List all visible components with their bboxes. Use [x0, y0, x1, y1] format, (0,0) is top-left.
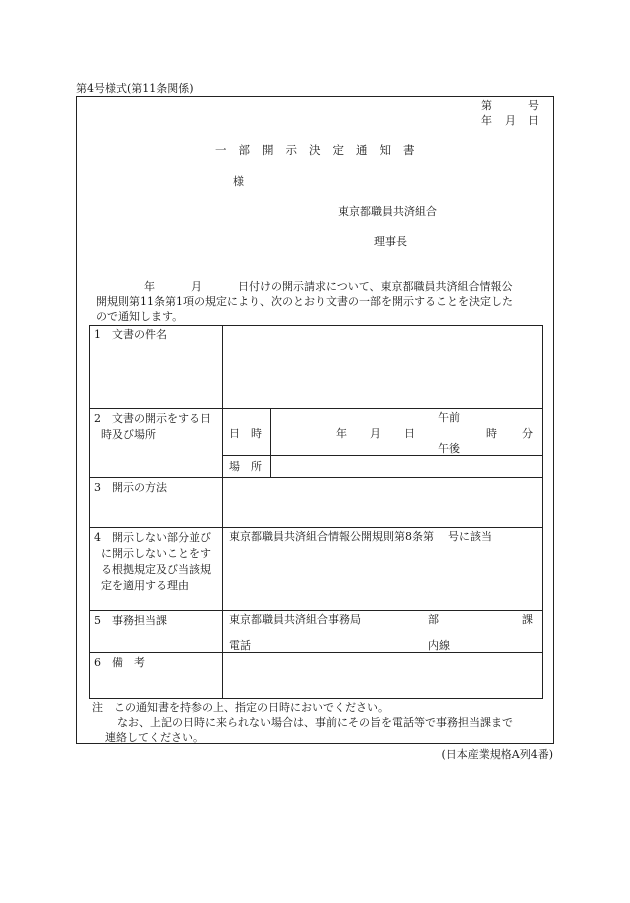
table-bottom-border — [89, 698, 543, 699]
datetime-sub-divider — [270, 408, 271, 477]
table-right-border — [542, 325, 543, 698]
datetime-minute: 分 — [522, 427, 533, 440]
title-char: 知 — [379, 143, 391, 157]
table-left-border — [89, 325, 90, 698]
date-month: 月 — [505, 114, 516, 127]
office-bu: 部 — [428, 613, 439, 626]
addressee-suffix: 様 — [233, 175, 244, 188]
row-separator — [89, 408, 543, 409]
row2-label-line1: 2 文書の開示をする日 — [94, 412, 211, 425]
datetime-label: 日 時 — [229, 427, 262, 440]
row-separator — [89, 610, 543, 611]
ext-label: 内線 — [428, 639, 450, 652]
note-line2: なお、上記の日時に来られない場合は、事前にその旨を電話等で事務担当課まで — [117, 716, 513, 729]
title-char: 通 — [356, 143, 368, 157]
row-separator — [89, 477, 543, 478]
title-char: 書 — [403, 143, 415, 157]
date-year: 年 — [481, 114, 492, 127]
row1-label: 1 文書の件名 — [94, 328, 167, 341]
row2-label-line2: 時及び場所 — [101, 428, 156, 441]
title-char: 部 — [238, 143, 250, 157]
intro-month: 月 — [191, 280, 202, 293]
number-dai: 第 — [481, 99, 492, 112]
intro-line3: ので通知します。 — [96, 310, 184, 323]
row3-label: 3 開示の方法 — [94, 481, 167, 494]
pm-label: 午後 — [438, 442, 460, 455]
document-title — [215, 145, 427, 157]
datetime-month: 月 — [370, 427, 381, 440]
form-label: 第4号様式(第11条関係) — [76, 82, 194, 95]
row4-label-line2: に開示しないことをす — [101, 547, 211, 560]
row4-label-line4: 定を適用する理由 — [101, 579, 189, 592]
am-label: 午前 — [438, 411, 460, 424]
title-char: 決 — [309, 143, 321, 157]
number-go: 号 — [528, 99, 539, 112]
row4-label-line3: る根拠規定及び当該規 — [101, 563, 211, 576]
note-line3: 連絡してください。 — [105, 731, 204, 744]
label-column-divider — [222, 325, 223, 698]
title-char: 定 — [332, 143, 344, 157]
row4-label-line1: 4 開示しない部分並び — [94, 531, 211, 544]
intro-line1: 日付けの開示請求について、東京都職員共済組合情報公 — [238, 280, 513, 293]
datetime-hour: 時 — [486, 427, 497, 440]
datetime-year: 年 — [336, 427, 347, 440]
office-name: 東京都職員共済組合事務局 — [229, 613, 361, 626]
row-separator — [89, 652, 543, 653]
place-label: 場 所 — [229, 460, 262, 473]
row-separator — [89, 527, 543, 528]
row4-value-end: 号に該当 — [448, 530, 492, 543]
row4-value-start: 東京都職員共済組合情報公開規則第8条第 — [229, 530, 434, 543]
issuer-role: 理事長 — [374, 235, 407, 248]
date-day: 日 — [528, 114, 539, 127]
datetime-day: 日 — [404, 427, 415, 440]
title-char: 示 — [285, 143, 297, 157]
title-char: 開 — [262, 143, 274, 157]
issuer-org: 東京都職員共済組合 — [338, 205, 437, 218]
table-top-border — [89, 325, 543, 326]
intro-line2: 開規則第11条第1項の規定により、次のとおり文書の一部を開示することを決定した — [96, 295, 513, 308]
standard-footer: (日本産業規格A列4番) — [441, 748, 553, 761]
row6-label: 6 備 考 — [94, 656, 145, 669]
note-line1: 注 この通知書を持参の上、指定の日時においでください。 — [92, 701, 389, 714]
intro-year: 年 — [144, 280, 155, 293]
tel-label: 電話 — [229, 639, 251, 652]
office-ka: 課 — [522, 613, 533, 626]
title-char: 一 — [215, 143, 227, 157]
row5-label: 5 事務担当課 — [94, 614, 167, 627]
